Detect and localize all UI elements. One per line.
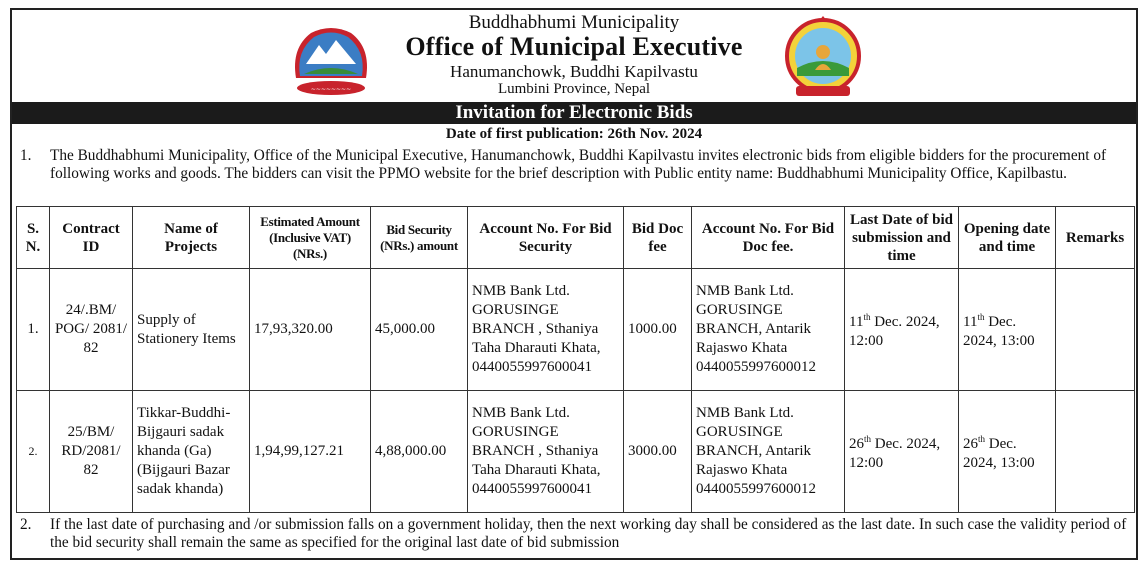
header-remarks: Remarks <box>1056 207 1135 269</box>
svg-text:~~~~~~~~: ~~~~~~~~ <box>310 86 352 93</box>
last-date-rest: Dec. 2024, 12:00 <box>849 436 941 471</box>
cell-account-security: NMB Bank Ltd. GORUSINGE BRANCH , Sthaniya Taha Dharauti Khata, 0440055997600041 <box>468 391 624 513</box>
header-opening: Opening date and time <box>959 207 1056 269</box>
cell-sn: 2. <box>17 391 50 513</box>
last-date-day: 11 <box>849 314 864 330</box>
header-doc-fee: Bid Doc fee <box>624 207 692 269</box>
cell-contract-id: 24/.BM/ POG/ 2081/ 82 <box>50 269 133 391</box>
paragraph-text: The Buddhabhumi Municipality, Office of the Municipal Executive, Hanumanchowk, Buddhi Kapilvastu invites electronic bids from eligible bidders for the procurement of following works and goods. The bidders can visit the PPMO website for the brief description with Public entity name: Buddhabhumi Municipality Office, Kapilbastu. <box>50 147 1107 182</box>
cell-doc-fee: 3000.00 <box>624 391 692 513</box>
last-date-rest: Dec. 2024, 12:00 <box>849 314 940 349</box>
cell-last-date <box>845 391 959 513</box>
last-date-suffix: th <box>864 434 872 444</box>
paragraph-number: 1. <box>20 147 32 164</box>
header-estimated: Estimated Amount (Inclusive VAT) (NRs.) <box>250 207 371 269</box>
cell-remarks <box>1056 269 1135 391</box>
cell-account-doc: NMB Bank Ltd. GORUSINGE BRANCH, Antarik Rajaswo Khata 0440055997600012 <box>692 269 845 391</box>
header-bid-security: Bid Security (NRs.) amount <box>371 207 468 269</box>
header-name: Name of Projects <box>133 207 250 269</box>
bids-table <box>16 206 1135 513</box>
cell-sn: 1. <box>17 269 50 391</box>
header-account-security: Account No. For Bid Security <box>468 207 624 269</box>
cell-opening <box>959 269 1056 391</box>
cell-last-date <box>845 269 959 391</box>
cell-name: Tikkar-Buddhi-Bijgauri sadak khanda (Ga) (Bijgauri Bazar sadak khanda) <box>133 391 250 513</box>
paragraph-number: 2. <box>20 516 32 533</box>
last-date-suffix: th <box>863 312 871 322</box>
municipality-name: Buddhabhumi Municipality <box>468 12 680 33</box>
opening-suffix: th <box>978 434 986 444</box>
address-line-2: Lumbini Province, Nepal <box>497 81 651 97</box>
last-date-day: 26 <box>849 436 864 452</box>
municipality-logo-icon <box>782 16 864 100</box>
header-sn: S. N. <box>17 207 50 269</box>
paragraph-text: If the last date of purchasing and /or submission falls on a government holiday, then the next working day shall be considered as the last date. In such case the validity period of the bid security shall remain the same as specified for the original last date of bid submission <box>50 516 1127 551</box>
table-row <box>17 269 1135 391</box>
table-header-row <box>17 207 1135 269</box>
cell-opening <box>959 391 1056 513</box>
cell-account-security: NMB Bank Ltd. GORUSINGE BRANCH , Sthaniya Taha Dharauti Khata, 0440055997600041 <box>468 269 624 391</box>
opening-rest: Dec. 2024, 13:00 <box>963 314 1035 349</box>
opening-rest: Dec. 2024, 13:00 <box>963 436 1035 471</box>
paragraph-1 <box>20 147 1128 203</box>
cell-bid-security: 4,88,000.00 <box>371 391 468 513</box>
notice-frame <box>10 8 1138 560</box>
office-name: Office of Municipal Executive <box>405 32 743 61</box>
cell-estimated: 17,93,320.00 <box>250 269 371 391</box>
opening-day: 11 <box>963 314 978 330</box>
cell-contract-id: 25/BM/ RD/2081/ 82 <box>50 391 133 513</box>
opening-suffix: th <box>977 312 985 322</box>
notice-title: Invitation for Electronic Bids <box>12 102 1136 124</box>
header-account-doc: Account No. For Bid Doc fee. <box>692 207 845 269</box>
header-contract-id: Contract ID <box>50 207 133 269</box>
cell-account-doc: NMB Bank Ltd. GORUSINGE BRANCH, Antarik Rajaswo Khata 0440055997600012 <box>692 391 845 513</box>
cell-name: Supply of Stationery Items <box>133 269 250 391</box>
paragraph-2 <box>20 516 1128 556</box>
cell-estimated: 1,94,99,127.21 <box>250 391 371 513</box>
publication-date: Date of first publication: 26th Nov. 2024 <box>445 126 703 142</box>
cell-bid-security: 45,000.00 <box>371 269 468 391</box>
cell-doc-fee: 1000.00 <box>624 269 692 391</box>
notice-header <box>12 10 1136 102</box>
opening-day: 26 <box>963 436 978 452</box>
header-last-date: Last Date of bid submission and time <box>845 207 959 269</box>
table-row <box>17 391 1135 513</box>
cell-remarks <box>1056 391 1135 513</box>
address-line-1: Hanumanchowk, Buddhi Kapilvastu <box>450 62 698 81</box>
